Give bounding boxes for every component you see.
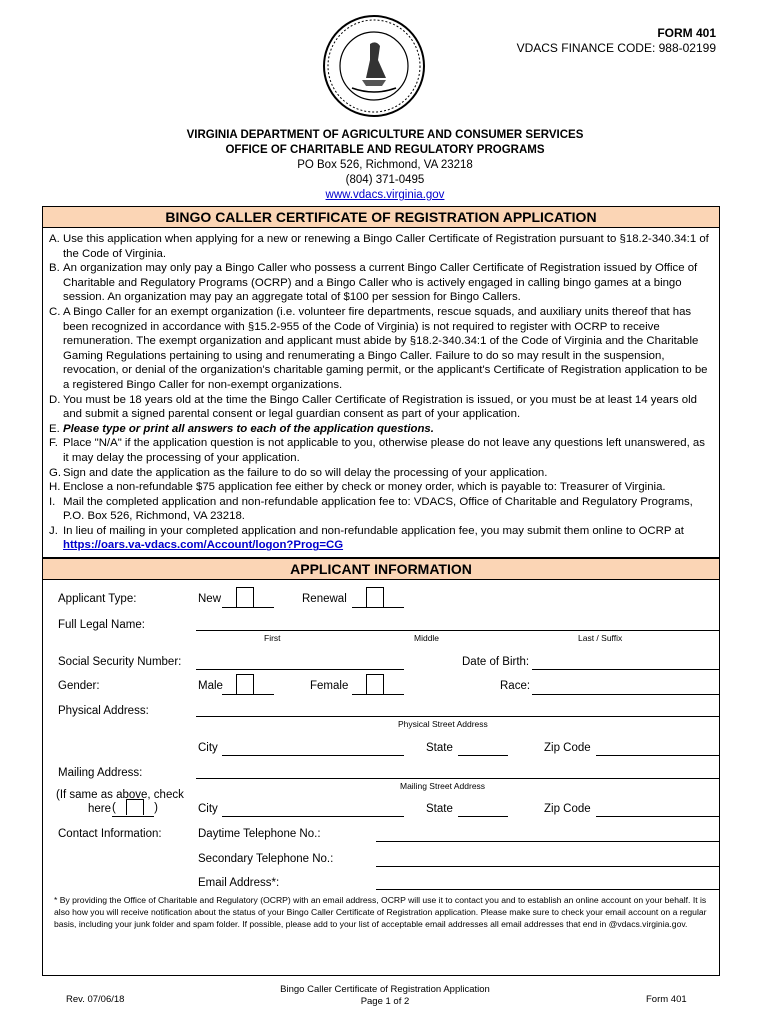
instruction-list (43, 228, 719, 555)
same-as-above-checkbox[interactable] (126, 799, 144, 815)
physical-street-caption: Physical Street Address (398, 719, 488, 729)
office-name: OFFICE OF CHARITABLE AND REGULATORY PROGRAMS (225, 144, 545, 156)
virginia-state-seal-icon (322, 14, 426, 118)
ssn-label: Social Security Number: (58, 656, 182, 668)
form-number-block (517, 26, 716, 56)
instruction-b: B. An organization may only pay a Bingo Caller who possess a current Bingo Caller Certificate of Registration issued by Office of Charitable and Regulatory Programs (OCRP) and a Bingo Caller who is actively engaged in calling bingo games at a bingo session. An organization may pay an aggregate total of $100 per session for Bingo Callers. (49, 262, 698, 304)
male-field[interactable] (222, 694, 274, 695)
physical-city-label: City (198, 742, 218, 754)
instruction-c: C. A Bingo Caller for an exempt organization (i.e. volunteer fire departments, rescue squads, and auxiliary units thereof that has been recognized in accordance with §15.2-955 of the Code of Virginia) is not required to register with OCRP to receive remuneration. The exempt organization and applicant must abide by §18.2-340.34:1 of the Code of Virginia and the Charitable Gaming Regulations pertaining to using and renumerating a Bingo Caller. Failure to do so may result in the suspension, revocation, or denial of the organization's charitable gaming permit, or the applicant's Certificate of Registration application to be a registered Bingo Caller for non-exempt organizations. (49, 305, 708, 391)
form-number: FORM 401 (657, 26, 716, 40)
physical-zip-field[interactable] (596, 755, 720, 756)
email-field[interactable] (376, 889, 720, 890)
male-checkbox[interactable] (236, 674, 254, 694)
physical-city-field[interactable] (222, 755, 404, 756)
dob-field[interactable] (532, 669, 720, 670)
daytime-phone-label: Daytime Telephone No.: (198, 828, 321, 840)
gender-label: Gender: (58, 680, 100, 692)
footer-form-number: Form 401 (646, 994, 687, 1005)
agency-phone: (804) 371-0495 (345, 174, 425, 186)
footer-doc-title: Bingo Caller Certificate of Registration Application (280, 984, 490, 995)
mailing-zip-label: Zip Code (544, 803, 591, 815)
full-name-label: Full Legal Name: (58, 619, 145, 631)
middle-name-caption: Middle (414, 633, 440, 643)
physical-address-label: Physical Address: (58, 705, 149, 717)
email-disclaimer: * By providing the Office of Charitable and Regulatory (OCRP) with an email address, OCRP will use it to contact you and to establish an online account on your behalf. It is also how you will receive notification about the status of your Bingo Caller Certificate of Registration application. Please make sure to check your email account on a regular basis, including your junk folder and spam folder. If possible, please add to your list of acceptable email addresses all email addresses that end in @vdacs.virginia.gov. (54, 895, 707, 929)
mailing-state-field[interactable] (458, 816, 508, 817)
dob-label: Date of Birth: (462, 656, 530, 668)
footer-center (235, 984, 535, 1008)
physical-state-field[interactable] (458, 755, 508, 756)
female-field[interactable] (352, 694, 404, 695)
mailing-street-field[interactable] (196, 778, 720, 779)
agency-header (0, 128, 770, 203)
instruction-e: E. Please type or print all answers to each of the application questions. (49, 422, 434, 435)
page-number: Page 1 of 2 (360, 996, 410, 1007)
mailing-address-label: Mailing Address: (58, 767, 143, 779)
form-title: BINGO CALLER CERTIFICATE OF REGISTRATION APPLICATION (43, 207, 719, 228)
secondary-phone-field[interactable] (376, 866, 720, 867)
new-label: New (198, 593, 222, 605)
physical-state-label: State (426, 742, 453, 754)
mailing-city-label: City (198, 803, 218, 815)
instruction-d: D. You must be 18 years old at the time the Bingo Caller Certificate of Registration is issued, or you must be at least 14 years old and submit a signed parental consent or legal guardian consent as part of your application. (49, 393, 697, 421)
daytime-phone-field[interactable] (376, 841, 720, 842)
secondary-phone-label: Secondary Telephone No.: (198, 853, 334, 865)
instructions-section (42, 206, 720, 558)
mailing-street-caption: Mailing Street Address (400, 781, 486, 791)
agency-address: PO Box 526, Richmond, VA 23218 (297, 159, 473, 171)
race-field[interactable] (532, 694, 720, 695)
revision-date: Rev. 07/06/18 (66, 994, 125, 1005)
new-field[interactable] (222, 607, 274, 608)
agency-name: VIRGINIA DEPARTMENT OF AGRICULTURE AND CONSUMER SERVICES (186, 129, 584, 141)
female-label: Female (310, 680, 349, 692)
physical-zip-label: Zip Code (544, 742, 591, 754)
instruction-a: A. Use this application when applying for a new or renewing a Bingo Caller Certificate of Registration pursuant to §18.2-340.34:1 of the Code of Virginia. (49, 233, 709, 260)
mailing-city-field[interactable] (222, 816, 404, 817)
instruction-j: J. In lieu of mailing in your completed application and non-refundable application fee, you may submit them online to OCRP at https://oars.va-vdacs.com/Account/logon?Prog=CG (49, 524, 684, 552)
full-name-field[interactable] (196, 630, 720, 631)
contact-info-label: Contact Information: (58, 828, 162, 840)
mailing-state-label: State (426, 803, 453, 815)
last-name-caption: Last / Suffix (578, 633, 623, 643)
instruction-g: G. Sign and date the application as the failure to do so will delay the processing of your application. (49, 466, 548, 479)
ssn-field[interactable] (196, 669, 404, 670)
renewal-field[interactable] (352, 607, 404, 608)
same-as-above-label: (If same as above, check (56, 789, 184, 801)
email-label: Email Address*: (198, 877, 280, 889)
mailing-zip-field[interactable] (596, 816, 720, 817)
renewal-label: Renewal (302, 593, 347, 605)
agency-website-link[interactable]: www.vdacs.virginia.gov (325, 189, 445, 201)
new-checkbox[interactable] (236, 587, 254, 607)
online-submission-link[interactable]: https://oars.va-vdacs.com/Account/logon?Prog=CG (63, 539, 344, 552)
instruction-i: I. Mail the completed application and non-refundable application fee to: VDACS, Office of Charitable and Regulatory Programs, P.O. Box 526, Richmond, VA 23218. (49, 495, 693, 523)
renewal-checkbox[interactable] (366, 587, 384, 607)
male-label: Male (198, 680, 223, 692)
same-as-above-here: here (88, 803, 112, 815)
applicant-type-label: Applicant Type: (58, 593, 137, 605)
physical-street-field[interactable] (196, 716, 720, 717)
instruction-f: F. Place "N/A" if the application question is not applicable to you, otherwise please do not leave any questions left unanswered, as it may delay the processing of your application. (49, 437, 705, 464)
same-as-above-field[interactable]: ( ) (112, 802, 154, 817)
first-name-caption: First (264, 633, 281, 643)
finance-code: VDACS FINANCE CODE: 988-02199 (516, 41, 716, 55)
female-checkbox[interactable] (366, 674, 384, 694)
instruction-h: H. Enclose a non-refundable $75 application fee either by check or money order, which is payable to: Treasurer of Virginia. (49, 481, 666, 494)
race-label: Race: (500, 680, 531, 692)
applicant-heading: APPLICANT INFORMATION (43, 559, 719, 580)
